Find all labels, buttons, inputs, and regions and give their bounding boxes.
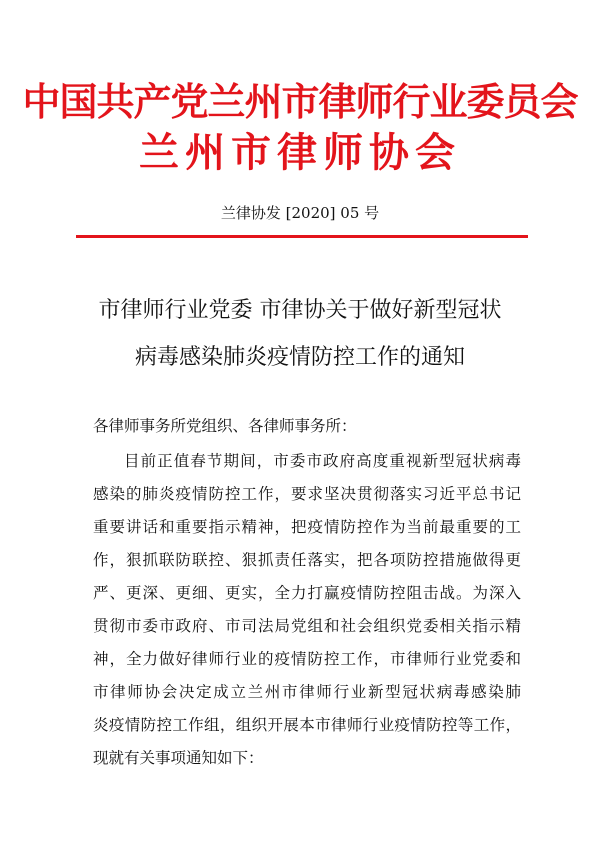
body-line: 严、更深、更细、更实，全力打赢疫情防控阻击战。为深入 <box>93 584 521 602</box>
body-line: 现就有关事项通知如下： <box>93 749 264 767</box>
body-line: 目前正值春节期间，市委市政府高度重视新型冠状病毒 <box>124 452 521 470</box>
body-line: 神，全力做好律师行业的疫情防控工作，市律师行业党委和 <box>93 650 521 668</box>
body-line: 重要讲话和重要指示精神，把疫情防控作为当前最重要的工 <box>93 518 521 536</box>
body-line: 炎疫情防控工作组，组织开展本市律师行业疫情防控等工作， <box>93 716 521 734</box>
body-line: 感染的肺炎疫情防控工作，要求坚决贯彻落实习近平总书记 <box>93 485 521 503</box>
body-line: 贯彻市委市政府、市司法局党组和社会组织党委相关指示精 <box>93 617 521 635</box>
org-name-party-committee: 中国共产党兰州市律师行业委员会 <box>22 79 578 124</box>
document-number: 兰律协发 [2020] 05 号 <box>220 204 380 222</box>
red-header-divider <box>76 235 528 238</box>
body-line: 市律师协会决定成立兰州市律师行业新型冠状病毒感染肺 <box>93 683 521 701</box>
document-title-line-1: 市律师行业党委 市律协关于做好新型冠状 <box>98 298 502 323</box>
salutation: 各律师事务所党组织、各律师事务所： <box>93 417 357 435</box>
body-line: 作，狠抓联防联控、狠抓责任落实，把各项防控措施做得更 <box>93 551 521 569</box>
document-title-line-2: 病毒感染肺炎疫情防控工作的通知 <box>134 345 465 370</box>
org-name-lawyers-association: 兰州市律师协会 <box>139 129 461 176</box>
